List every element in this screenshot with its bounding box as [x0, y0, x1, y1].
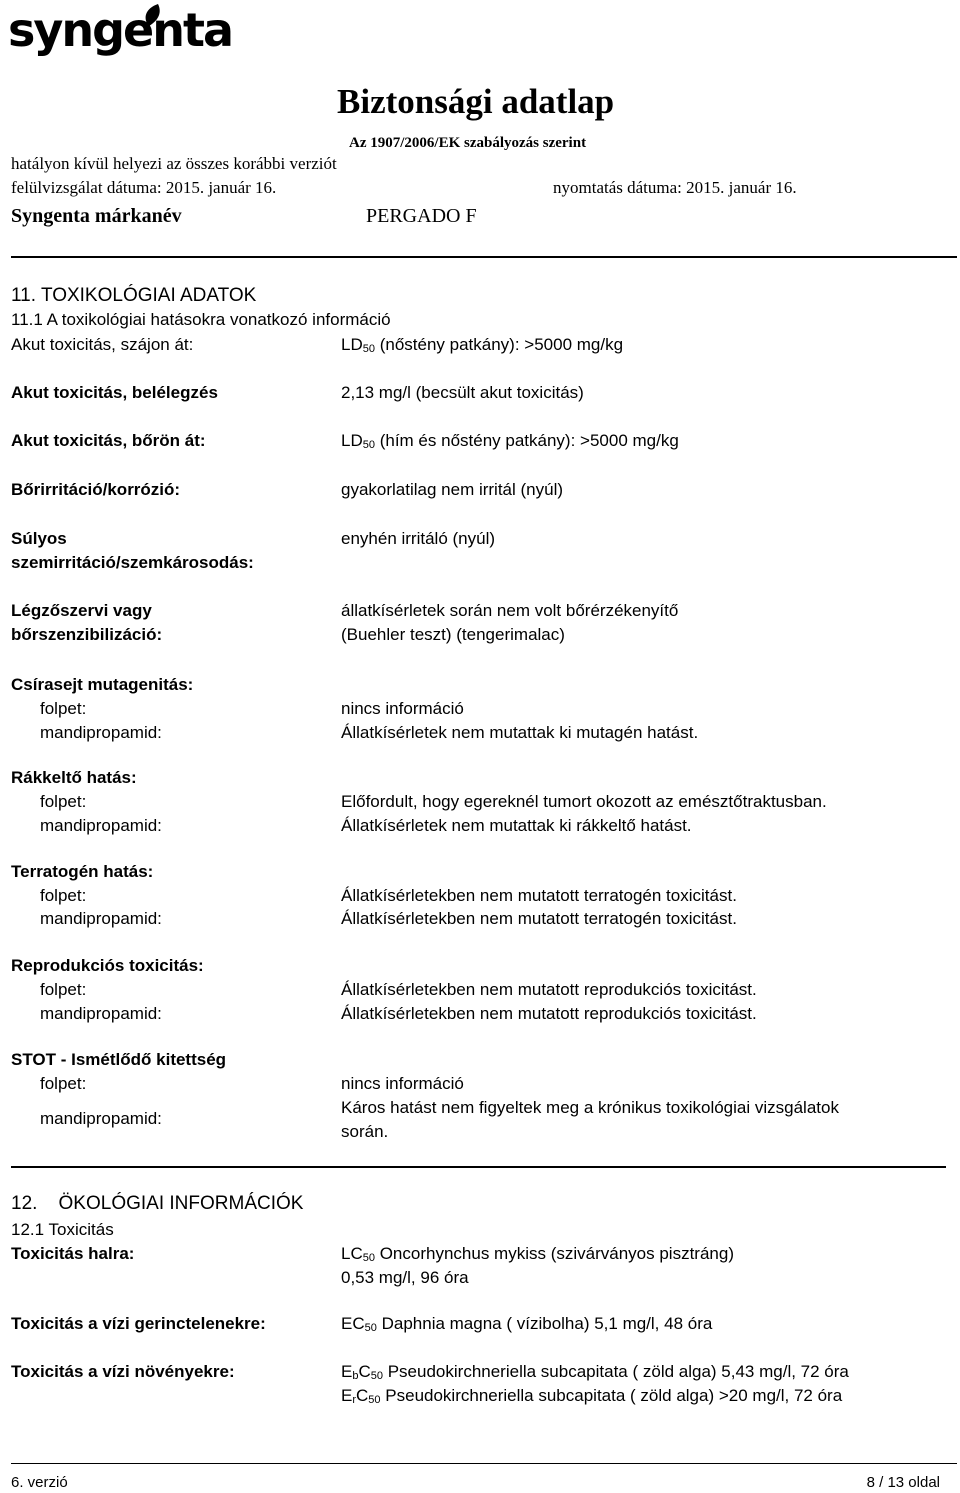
- inhalation-toxicity-value: 2,13 mg/l (becsült akut toxicitás): [341, 383, 584, 402]
- brand-label: Syngenta márkanév: [11, 205, 182, 227]
- teratogenicity-folpet-label: folpet:: [40, 886, 87, 905]
- carcinogenicity-folpet-label: folpet:: [40, 792, 87, 811]
- teratogenicity-mandipropamid-value: Állatkísérletekben nem mutatott terratogén toxicitást.: [341, 909, 737, 928]
- fish-toxicity-value-cont: 0,53 mg/l, 96 óra: [341, 1268, 469, 1287]
- reproductive-folpet-label: folpet:: [40, 980, 87, 999]
- teratogenicity-folpet-value: Állatkísérletekben nem mutatott terratogén toxicitást.: [341, 886, 737, 905]
- print-date: nyomtatás dátuma: 2015. január 16.: [553, 178, 797, 197]
- footer-version: 6. verzió: [11, 1474, 68, 1491]
- footer-divider: [11, 1463, 957, 1464]
- stot-repeated-label: STOT - Ismétlődő kitettség: [11, 1050, 227, 1069]
- eye-irritation-label-cont: szemirritáció/szemkárosodás:: [11, 553, 254, 572]
- reproductive-mandipropamid-value: Állatkísérletekben nem mutatott reprodukciós toxicitást.: [341, 1004, 757, 1023]
- teratogenicity-label: Terratogén hatás:: [11, 862, 154, 881]
- product-name: PERGADO F: [366, 205, 477, 227]
- sensitisation-label: Légzőszervi vagy: [11, 601, 152, 620]
- mutagenicity-mandipropamid-label: mandipropamid:: [40, 723, 162, 742]
- plant-toxicity-value-1: $E_bC_{50}$ Pseudokirchneriella subcapitata ( zöld alga) 5,43 mg/l, 72 óra: [341, 1362, 849, 1382]
- reproductive-toxicity-label: Reprodukciós toxicitás:: [11, 956, 204, 975]
- carcinogenicity-mandipropamid-label: mandipropamid:: [40, 816, 162, 835]
- fish-toxicity-value: $LC_{50}$ Oncorhynchus mykiss (szivárványos pisztráng): [341, 1244, 734, 1264]
- dermal-toxicity-label: Akut toxicitás, bőrön át:: [11, 431, 206, 450]
- invertebrate-toxicity-value: $EC_{50}$ Daphnia magna ( vízibolha) 5,1 mg/l, 48 óra: [341, 1314, 713, 1334]
- mutagenicity-label: Csírasejt mutagenitás:: [11, 675, 194, 694]
- sensitisation-label-cont: bőrszenzibilizáció:: [11, 625, 163, 644]
- stot-mandipropamid-value-cont: során.: [341, 1122, 389, 1141]
- section-12-title: 12. ÖKOLÓGIAI INFORMÁCIÓK: [11, 1193, 304, 1214]
- skin-irritation-value: gyakorlatilag nem irritál (nyúl): [341, 480, 564, 499]
- invertebrate-toxicity-label: Toxicitás a vízi gerinctelenekre:: [11, 1314, 266, 1333]
- syngenta-logo: [8, 0, 233, 62]
- carcinogenicity-label: Rákkeltő hatás:: [11, 768, 137, 787]
- document-title: Biztonsági adatlap: [337, 82, 615, 121]
- eye-irritation-label: Súlyos: [11, 529, 67, 548]
- section-12-subtitle: 12.1 Toxicitás: [11, 1220, 114, 1239]
- dermal-toxicity-value: $LD_{50}$ (hím és nőstény patkány): >5000 mg/kg: [341, 431, 679, 451]
- fish-toxicity-label: Toxicitás halra:: [11, 1244, 135, 1263]
- logo-text: syngenta: [8, 3, 233, 57]
- oral-toxicity-label: Akut toxicitás, szájon át:: [11, 335, 194, 354]
- carcinogenicity-mandipropamid-value: Állatkísérletek nem mutattak ki rákkeltő hatást.: [341, 816, 692, 835]
- plant-toxicity-value-2: $E_rC_{50}$ Pseudokirchneriella subcapitata ( zöld alga) >20 mg/l, 72 óra: [341, 1386, 843, 1406]
- teratogenicity-mandipropamid-label: mandipropamid:: [40, 909, 162, 928]
- skin-irritation-label: Bőrirritáció/korrózió:: [11, 480, 181, 499]
- stot-folpet-label: folpet:: [40, 1074, 87, 1093]
- regulation-note: Az 1907/2006/EK szabályozás szerint: [349, 135, 587, 151]
- header-divider: [11, 256, 957, 258]
- mutagenicity-folpet-value: nincs információ: [341, 699, 464, 718]
- reproductive-folpet-value: Állatkísérletekben nem mutatott reprodukciós toxicitást.: [341, 980, 757, 999]
- sensitisation-value: állatkísérletek során nem volt bőrérzékenyítő: [341, 601, 679, 620]
- oral-toxicity-value: $LD_{50}$ (nőstény patkány): >5000 mg/kg: [341, 335, 624, 355]
- reproductive-mandipropamid-label: mandipropamid:: [40, 1004, 162, 1023]
- mutagenicity-mandipropamid-value: Állatkísérletek nem mutattak ki mutagén hatást.: [341, 723, 699, 742]
- revision-date: felülvizsgálat dátuma: 2015. január 16.: [11, 178, 277, 197]
- plant-toxicity-label: Toxicitás a vízi növényekre:: [11, 1362, 235, 1381]
- footer-page-number: 8 / 13 oldal: [866, 1474, 940, 1491]
- stot-mandipropamid-value: Káros hatást nem figyeltek meg a krónikus toxikológiai vizsgálatok: [341, 1098, 839, 1117]
- stot-mandipropamid-label: mandipropamid:: [40, 1109, 162, 1128]
- section-11-subtitle: 11.1 A toxikológiai hatásokra vonatkozó információ: [11, 310, 391, 329]
- inhalation-toxicity-label: Akut toxicitás, belélegzés: [11, 383, 218, 402]
- stot-folpet-value: nincs információ: [341, 1074, 464, 1093]
- supersedes-note: hatályon kívül helyezi az összes korábbi verziót: [11, 154, 337, 173]
- section-11-title: 11. TOXIKOLÓGIAI ADATOK: [11, 285, 257, 306]
- carcinogenicity-folpet-value: Előfordult, hogy egereknél tumort okozott az emésztőtraktusban.: [341, 792, 827, 811]
- eye-irritation-value: enyhén irritáló (nyúl): [341, 529, 496, 548]
- sensitisation-value-cont: (Buehler teszt) (tengerimalac): [341, 625, 565, 644]
- mutagenicity-folpet-label: folpet:: [40, 699, 87, 718]
- section-divider: [11, 1166, 946, 1168]
